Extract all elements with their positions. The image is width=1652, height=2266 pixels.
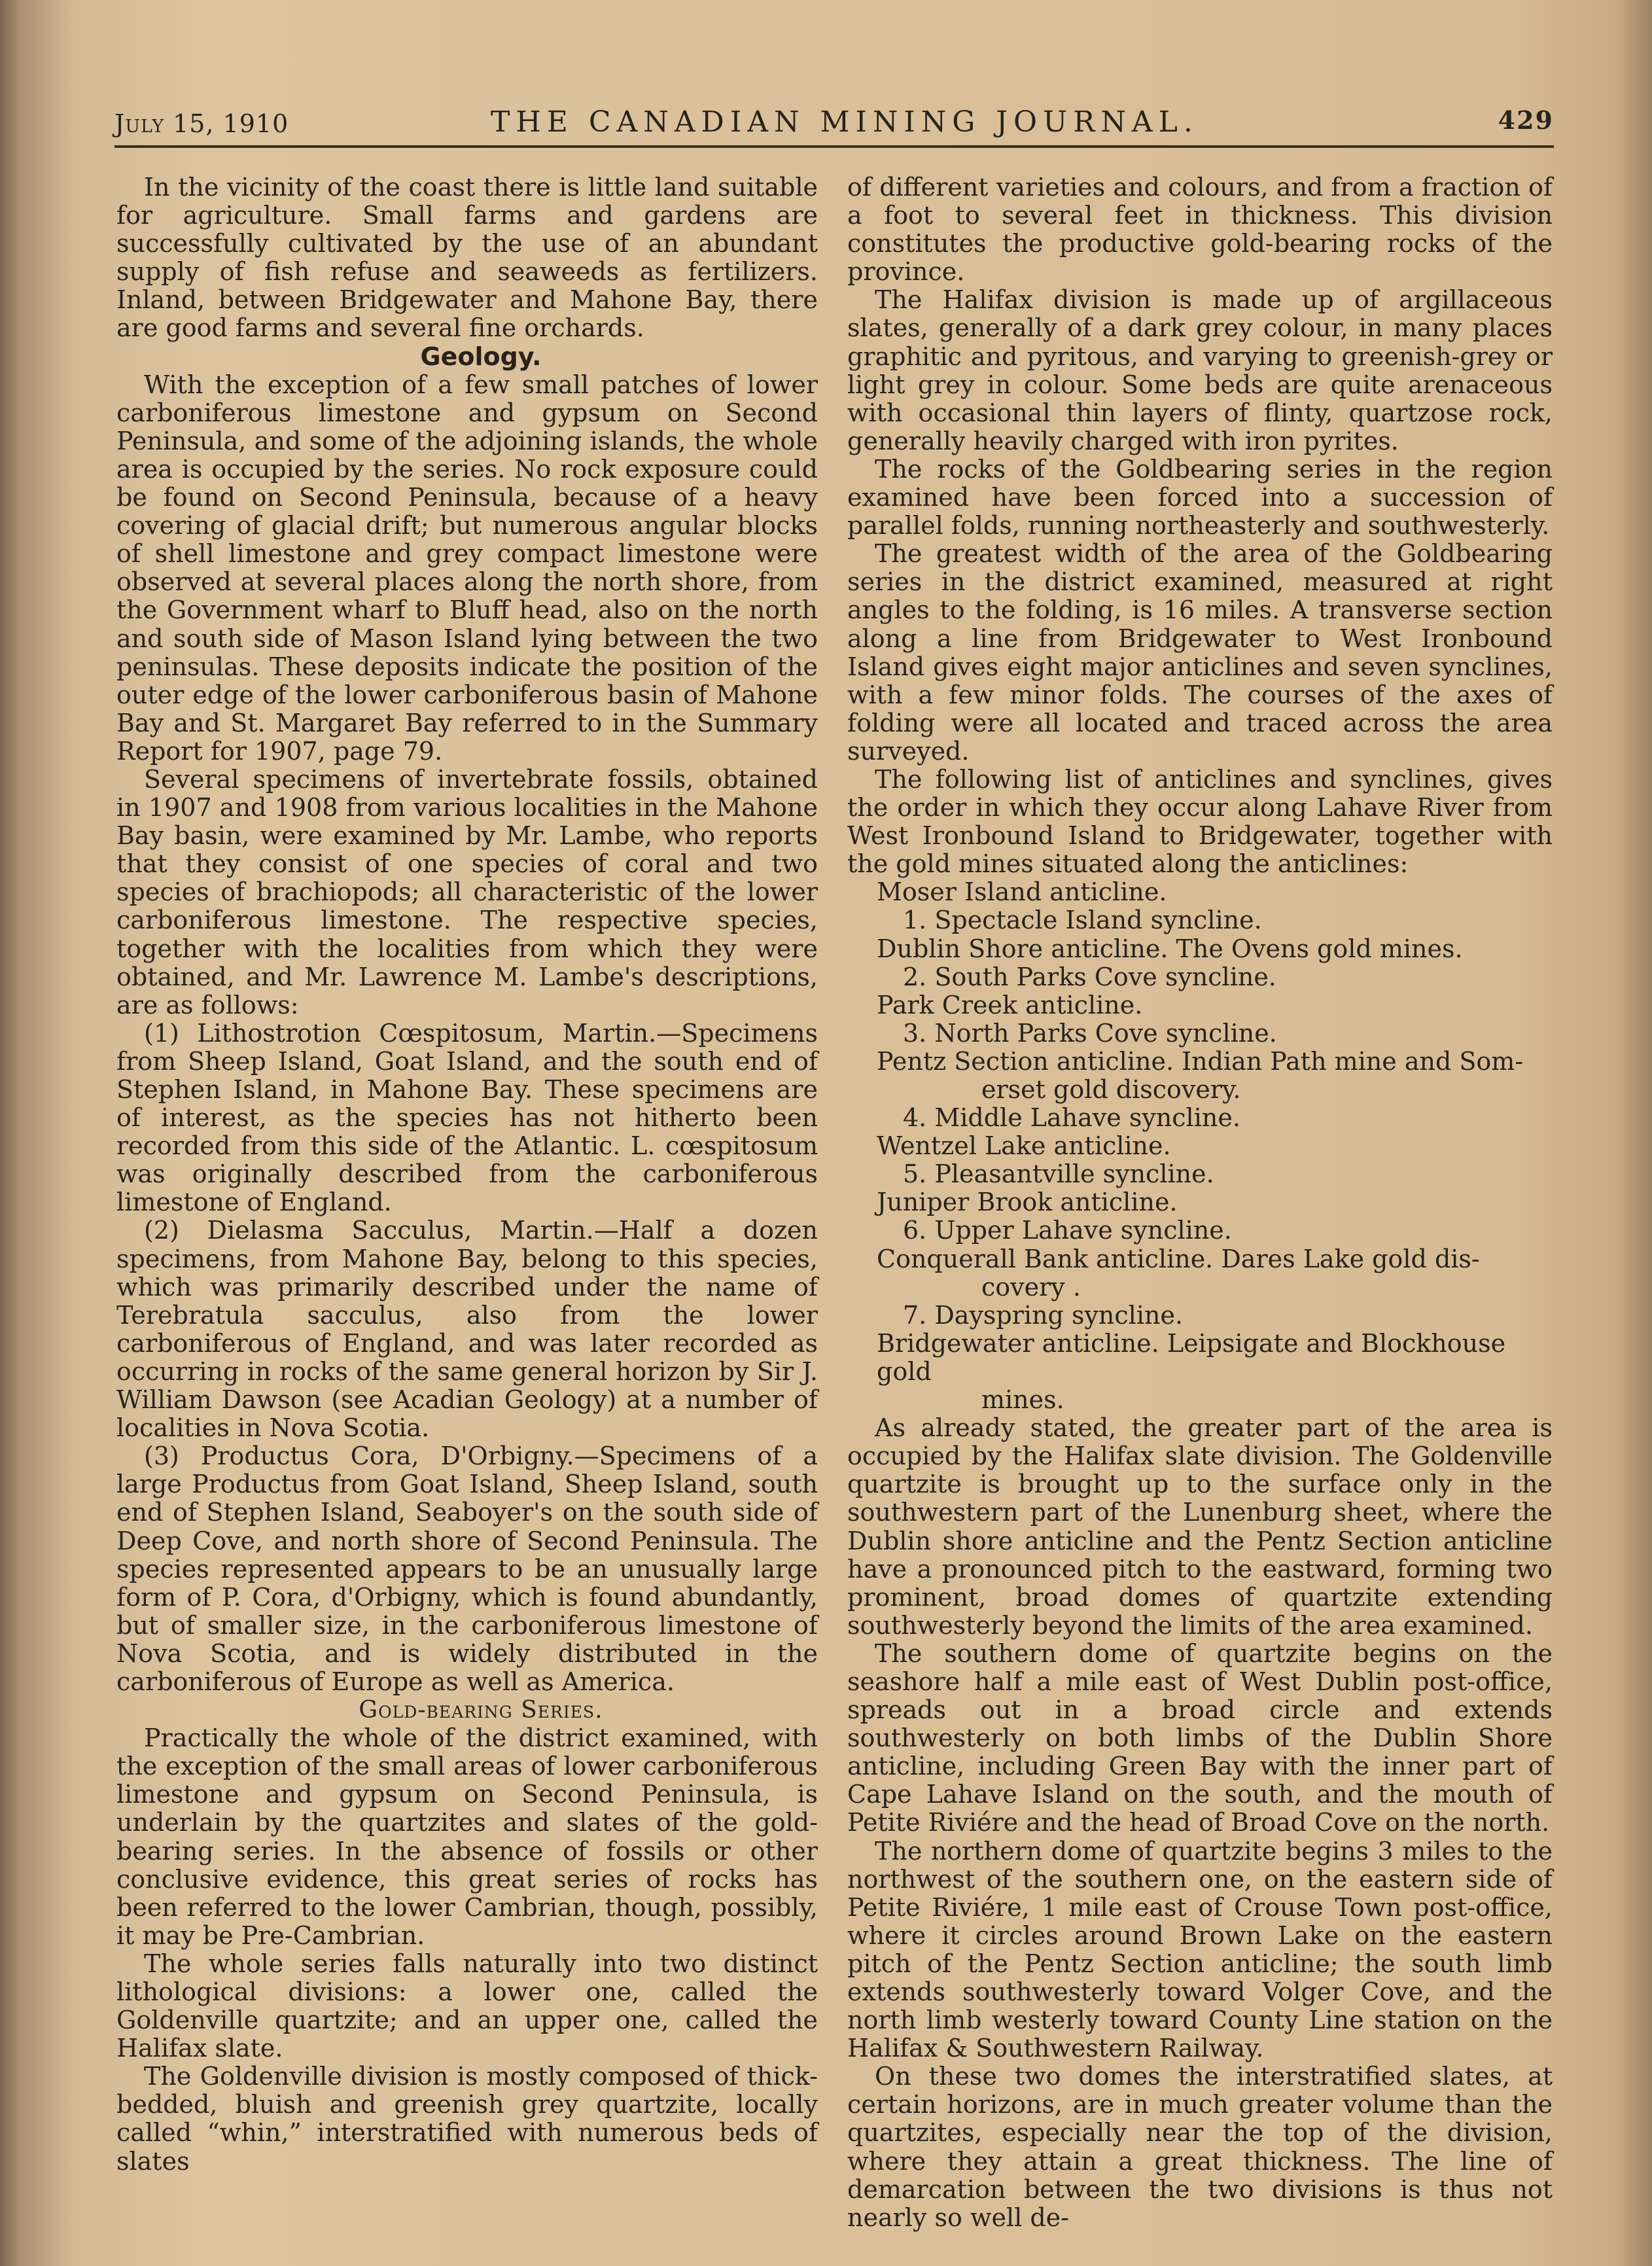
list-item-text: Wentzel Lake anticline. <box>877 1131 1171 1161</box>
header-date: July 15, 1910 <box>114 109 289 138</box>
paragraph-northern-dome: The northern dome of quartzite begins 3 miles to the northwest of the southern one, on the eastern side of Petite Riviére, 1 mile east of Crouse Town post-office, where it circles around Brown Lake on the eastern pitch of the Pentz Section anticline; the south limb extends southwesterly toward Volger Cove, and the north limb westerly toward County Line station on the Halifax & Southwestern Railway. <box>847 1836 1553 2063</box>
anticline-item <box>847 1048 1553 1104</box>
left-column <box>116 173 818 2176</box>
paragraph-halifax-slate: As already stated, the greater part of the area is occupied by the Halifax slate division. The Goldenville quartzite is brought up to the surface only in the southwestern part of the Lunenburg sheet, where the Dublin shore anticline and the Pentz Section anticline have a pronounced pitch to the eastward, forming two prominent, broad domes of quartzite extending southwesterly beyond the limits of the area examined. <box>847 1413 1553 1640</box>
paragraph-divisions: The whole series falls naturally into two distinct lithological divisions: a lower one, called the Goldenville quartzite; and an upper one, called the Halifax slate. <box>116 1949 818 2063</box>
syncline-item <box>847 1160 1553 1188</box>
anticline-item <box>847 991 1553 1019</box>
syncline-item <box>847 1301 1553 1330</box>
list-item-text: 3. North Parks Cove syncline. <box>903 1018 1277 1048</box>
page-number: 429 <box>1498 105 1554 135</box>
list-item-text: 4. Middle Lahave syncline. <box>903 1103 1240 1133</box>
list-item-text: 5. Pleasantville syncline. <box>903 1160 1214 1189</box>
list-item-text: Moser Island anticline. <box>877 877 1167 907</box>
list-item-text: Conquerall Bank anticline. Dares Lake gold dis- <box>877 1244 1480 1273</box>
anticline-item <box>847 1245 1553 1301</box>
journal-title: THE CANADIAN MINING JOURNAL. <box>491 105 1199 139</box>
anticline-item <box>847 1330 1553 1414</box>
paragraph-district: Practically the whole of the district examined, with the exception of the small areas of lower carboniferous limestone and gypsum on Second Peninsula, is underlain by the quartzites and slates of the gold-bearing series. In the absence of fossils or other conclusive evidence, this great series of rocks has been referred to the lower Cambrian, though, possibly, it may be Pre-Cambrian. <box>116 1724 818 1950</box>
anticline-item <box>847 878 1553 906</box>
paragraph-dielasma: (2) Dielasma Sacculus, Martin.—Half a dozen specimens, from Mahone Bay, belong to this species, which was primarily described under the name of Terebratula sacculus, also from the lower carboniferous of England, and was later recorded as occurring in rocks of the same general horizon by Sir J. William Dawson (see Acadian Geology) at a number of localities in Nova Scotia. <box>116 1216 818 1443</box>
list-item-continuation: erset gold discovery. <box>981 1075 1241 1104</box>
list-item-text: 1. Spectacle Island syncline. <box>903 906 1262 935</box>
paragraph-southern-dome: The southern dome of quartzite begins on the seashore half a mile east of West Dublin post-office, spreads out in a broad circle and extends southwesterly on both limbs of the Dublin Shore anticline, including Green Bay with the inner part of Cape Lahave Island on the south, and the mouth of Petite Riviére and the head of Broad Cove on the north. <box>847 1638 1553 1837</box>
paragraph-agriculture: In the vicinity of the coast there is little land suitable for agriculture. Small farms and gardens are successfully cultivated by the use of an abundant supply of fish refuse and seaweeds as fertilizers. Inland, between Bridgewater and Mahone Bay, there are good farms and several fine orchards. <box>116 173 818 343</box>
paragraph-goldenville: The Goldenville division is mostly composed of thick-bedded, bluish and greenish grey quartzite, locally called “whin,” interstratified with numerous beds of slates <box>116 2062 818 2176</box>
paragraph-list-intro: The following list of anticlines and synclines, gives the order in which they occur along Lahave River from West Ironbound Island to Bridgewater, together with the gold mines situated along the anticlines: <box>847 764 1553 879</box>
list-item-text: 7. Dayspring syncline. <box>903 1300 1184 1330</box>
list-item-continuation: mines. <box>981 1385 1064 1415</box>
heading-geology: Geology. <box>420 342 542 371</box>
list-item-text: Bridgewater anticline. Leipsigate and Blockhouse gold <box>877 1328 1506 1386</box>
syncline-item <box>847 1019 1553 1048</box>
paragraph-fossils: Several specimens of invertebrate fossils, obtained in 1907 and 1908 from various localities in the Mahone Bay basin, were examined by Mr. Lambe, who reports that they consist of one species of coral and two species of brachiopods; all characteristic of the lower carboniferous limestone. The respective species, together with the localities from which they were obtained, and Mr. Lawrence M. Lambe's descriptions, are as follows: <box>116 764 818 1019</box>
list-item-text: Park Creek anticline. <box>877 990 1143 1019</box>
syncline-item <box>847 963 1553 991</box>
paragraph-interstratified: On these two domes the interstratified slates, at certain horizons, are in much greater volume than the quartzites, especially near the top of the division, where they attain a great thickness. The line of demarcation between the two divisions is thus not nearly so well de- <box>847 2062 1553 2232</box>
header-rule <box>114 145 1554 148</box>
paragraph-folds: The rocks of the Goldbearing series in the region examined have been forced into a succession of parallel folds, running northeasterly and southwesterly. <box>847 454 1553 540</box>
list-item-text: 2. South Parks Cove syncline. <box>903 962 1276 991</box>
paragraph-continuation: of different varieties and colours, and from a fraction of a foot to several feet in thickness. This division constitutes the productive gold-bearing rocks of the province. <box>847 173 1553 287</box>
list-item-continuation: covery . <box>981 1272 1081 1301</box>
paragraph-limestone: With the exception of a few small patches of lower carboniferous limestone and gypsum on Second Peninsula, and some of the adjoining islands, the whole area is occupied by the series. No rock exposure could be found on Second Peninsula, because of a heavy covering of glacial drift; but numerous angular blocks of shell limestone and grey compact limestone were observed at several places along the north shore, from the Government wharf to Bluff head, also on the north and south side of Mason Island lying between the two peninsulas. These deposits indicate the position of the outer edge of the lower carboniferous basin of Mahone Bay and St. Margaret Bay referred to in the Summary Report for 1907, page 79. <box>116 370 818 766</box>
list-item-text: Dublin Shore anticline. The Ovens gold mines. <box>877 934 1463 963</box>
right-column <box>847 173 1553 2232</box>
list-item-text: Pentz Section anticline. Indian Path mine and Som- <box>877 1046 1524 1076</box>
page-header <box>114 101 1554 141</box>
paragraph-lithostrotion: (1) Lithostrotion Cœspitosum, Martin.—Specimens from Sheep Island, Goat Island, and the south end of Stephen Island, in Mahone Bay. These specimens are of interest, as the species has not hitherto been recorded from this side of the Atlantic. L. cœspitosum was originally described from the carboniferous limestone of England. <box>116 1018 818 1217</box>
fold-list <box>847 878 1553 1414</box>
heading-gold-bearing-series: Gold-bearing Series. <box>359 1697 603 1724</box>
paragraph-halifax-division: The Halifax division is made up of argillaceous slates, generally of a dark grey colour, in many places graphitic and pyritous, and varying to greenish-grey or light grey in colour. Some beds are quite arenaceous with occasional thin layers of flinty, quartzose rock, generally heavily charged with iron pyrites. <box>847 285 1553 455</box>
syncline-item <box>847 906 1553 934</box>
syncline-item <box>847 1104 1553 1132</box>
paragraph-greatest-width: The greatest width of the area of the Goldbearing series in the district examined, measured at right angles to the folding, is 16 miles. A transverse section along a line from Bridgewater to West Ironbound Island gives eight major anticlines and seven synclines, with a few minor folds. The courses of the axes of folding were all located and traced across the area surveyed. <box>847 539 1553 766</box>
anticline-item <box>847 1132 1553 1160</box>
list-item-text: 6. Upper Lahave syncline. <box>903 1216 1232 1245</box>
syncline-item <box>847 1216 1553 1245</box>
list-item-text: Juniper Brook anticline. <box>877 1188 1178 1217</box>
paragraph-productus: (3) Productus Cora, D'Orbigny.—Specimens of a large Productus from Goat Island, Sheep Island, south end of Stephen Island, Seaboyer's on the south side of Deep Cove, and north shore of Second Peninsula. The species represented appears to be an unusually large form of P. Cora, d'Orbigny, which is found abundantly, but of smaller size, in the carboniferous limestone of Nova Scotia, and is widely distributed in the carboniferous of Europe as well as America. <box>116 1442 818 1696</box>
anticline-item <box>847 935 1553 963</box>
anticline-item <box>847 1188 1553 1216</box>
